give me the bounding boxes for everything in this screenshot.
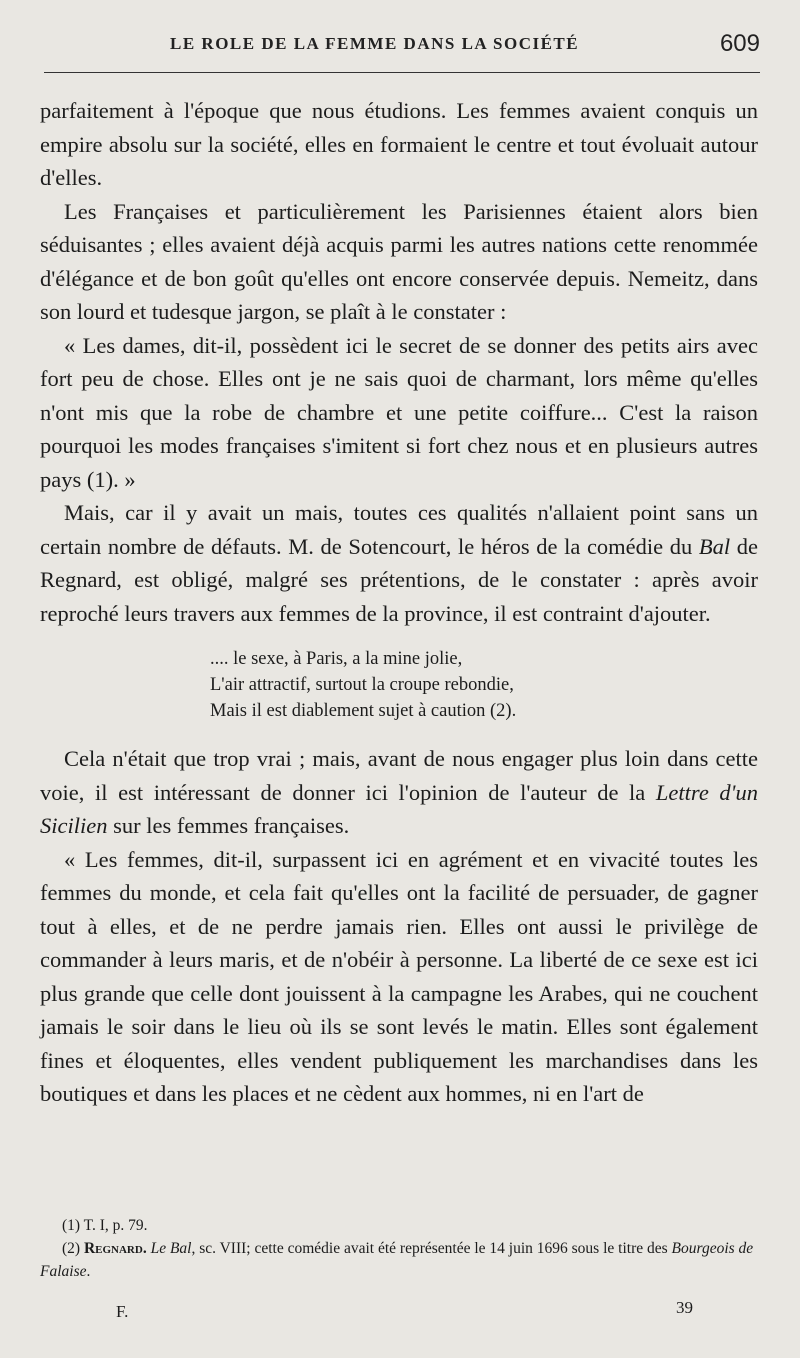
quote-nemeitz: « Les dames, dit-il, possèdent ici le secret de se donner des petits airs avec fort peu de chose. Elles ont je ne sais quoi de charmant, lors même qu'elles n'ont mis que la robe de chambre et une petite coiffure... C'est la raison pourquoi les modes françaises s'imitent si fort chez nous et en plusieurs autres pays (1). »	[40, 332, 758, 492]
footnote-1: (1) T. I, p. 79.	[62, 1217, 148, 1234]
running-head	[40, 30, 760, 70]
paragraph-defauts	[40, 496, 758, 630]
verse-line: .... le sexe, à Paris, a la mine jolie,	[210, 649, 463, 669]
sheet-number: 39	[676, 1298, 693, 1317]
paragraph-parisiennes: Les Françaises et particulièrement les Parisiennes étaient alors bien séduisantes ; elles avaient déjà acquis parmi les autres nations cette renommée d'élégance et de bon goût qu'elles ont encore conservée depuis. Nemeitz, dans son lourd et tudesque jargon, se plaît à le constater :	[40, 198, 758, 324]
text-run: sur les femmes françaises.	[107, 813, 350, 838]
signature-mark: F.	[116, 1302, 129, 1321]
running-title: LE ROLE DE LA FEMME DANS LA SOCIÉTÉ	[170, 34, 580, 53]
footnote-number: (2)	[62, 1240, 84, 1257]
verse-quotation	[210, 646, 758, 724]
verse-line: L'air attractif, surtout la croupe rebondie,	[210, 675, 514, 695]
italic-title-lettre: Lettre d'un Sicilien	[40, 779, 758, 838]
header-rule	[44, 72, 760, 73]
quote-sicilien: « Les femmes, dit-il, surpassent ici en agrément et en vivacité toutes les femmes du monde, et cela fait qu'elles ont la facilité de persuader, de gagner tout à elles, et de ne perdre jamais rien. Elles ont aussi le privilège de commander à leurs maris, et de n'obéir à personne. La liberté de ce sexe est ici plus grande que celle dont jouissent à la campagne les Arabes, qui ne couchent jamais le soir dans le lieu où ils se sont levés le matin. Elles sont également fines et éloquentes, elles vendent publiquement les marchandises dans les boutiques et dans les places et ne cèdent aux hommes, ni en l'art de	[40, 846, 758, 1106]
text-run: de Regnard, est obligé, malgré ses prétentions, de le constater : après avoir reproché leurs travers aux femmes de la province, il est contraint d'ajouter.	[40, 533, 758, 626]
footnote-title: Bourgeois de Falaise	[40, 1240, 754, 1280]
text-run: .	[86, 1263, 91, 1280]
footnote-2	[40, 1237, 760, 1283]
body-text	[40, 94, 758, 1111]
verse-line: Mais il est diablement sujet à caution (2).	[210, 701, 517, 721]
text-run: , sc. VIII; cette comédie avait été représentée le 14 juin 1696 sous le titre des	[191, 1240, 672, 1257]
footnotes	[40, 1214, 760, 1283]
paragraph-sicilien	[40, 742, 758, 843]
text-run: Mais, car il y avait un mais, toutes ces qualités n'allaient point sans un certain nombre de défauts. M. de Sotencourt, le héros de la comédie du	[40, 500, 758, 559]
footnote-work: Le Bal	[150, 1240, 192, 1257]
paragraph-continued: parfaitement à l'époque que nous étudions. Les femmes avaient conquis un empire absolu sur la société, elles en formaient le centre et tout évoluait autour d'elles.	[40, 98, 758, 190]
page-number: 609	[719, 30, 760, 57]
italic-title-bal: Bal	[698, 533, 731, 559]
text-run: Cela n'était que trop vrai ; mais, avant de nous engager plus loin dans cette voie, il est intéressant de donner ici l'opinion de l'auteur de la	[40, 746, 758, 805]
footnote-author: Regnard.	[83, 1240, 147, 1257]
